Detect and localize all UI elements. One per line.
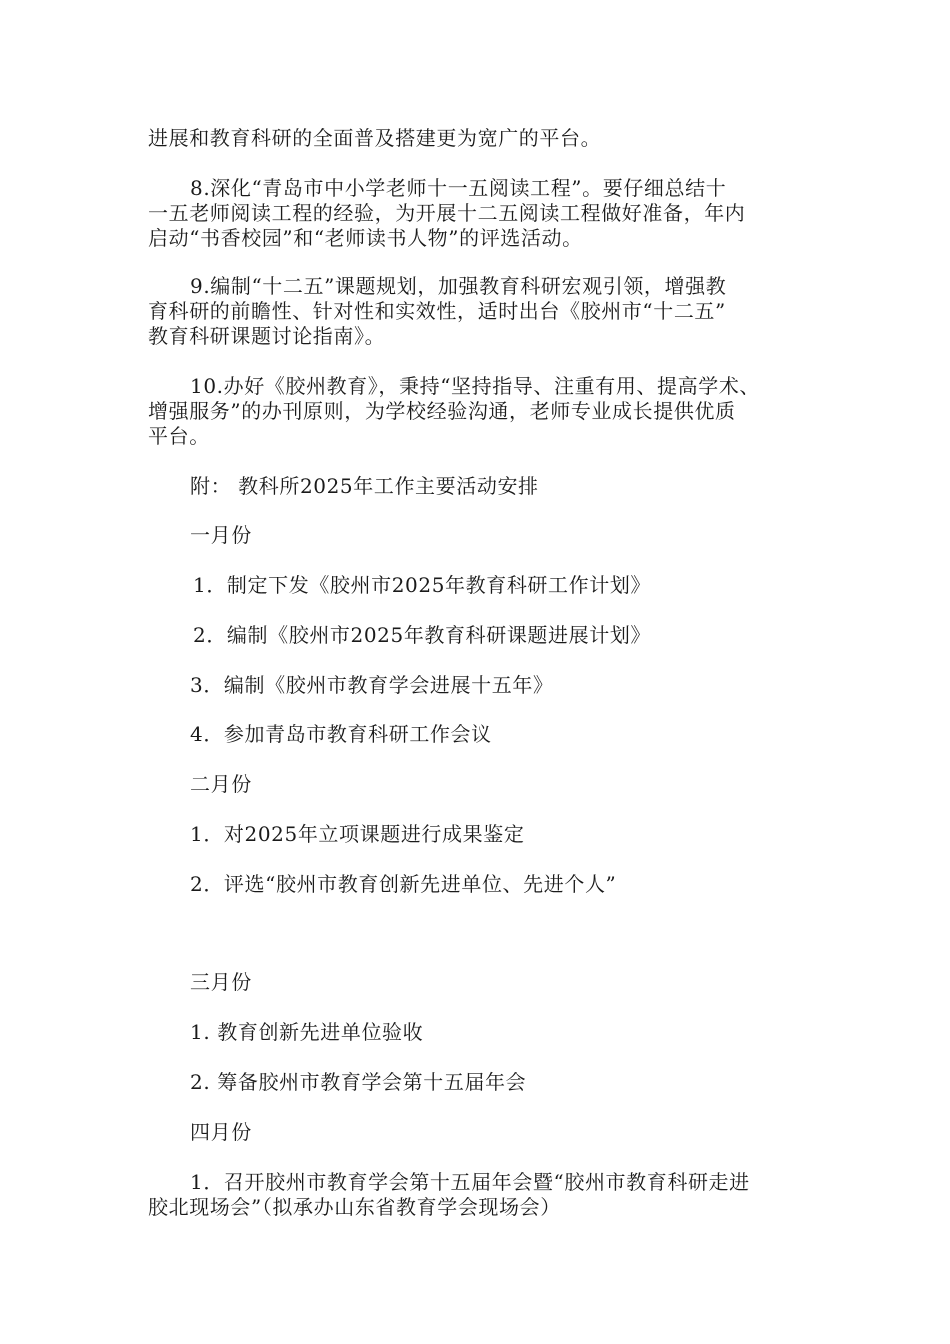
list-item: 2. 筹备胶州市教育学会第十五届年会 (190, 1070, 527, 1094)
list-item: 3．编制《胶州市教育学会进展十五年》 (190, 673, 554, 697)
paragraph-line: 9.编制“十二五”课题规划，加强教育科研宏观引领，增强教 (190, 274, 727, 298)
list-item: 1．对2025年立项课题进行成果鉴定 (190, 822, 525, 846)
list-item: 4．参加青岛市教育科研工作会议 (190, 722, 492, 746)
paragraph-line: 育科研的前瞻性、针对性和实效性，适时出台《胶州市“十二五” (148, 299, 726, 323)
paragraph-line: 10.办好《胶州教育》，秉持“坚持指导、注重有用、提高学术、 (190, 374, 761, 398)
paragraph-line: 一五老师阅读工程的经验，为开展十二五阅读工程做好准备，年内 (148, 201, 746, 225)
list-item: 1. 教育创新先进单位验收 (190, 1020, 424, 1044)
month-heading: 二月份 (190, 772, 252, 796)
list-item: 1．召开胶州市教育学会第十五届年会暨“胶州市教育科研走进 (190, 1170, 750, 1194)
list-item: 2．编制《胶州市2025年教育科研课题进展计划》 (193, 623, 652, 647)
paragraph-line: 8.深化“青岛市中小学老师十一五阅读工程”。要仔细总结十 (190, 176, 727, 200)
paragraph-line: 启动“书香校园”和“老师读书人物”的评选活动。 (148, 226, 583, 250)
list-item-continuation: 胶北现场会”（拟承办山东省教育学会现场会） (148, 1195, 561, 1219)
month-heading: 四月份 (190, 1120, 252, 1144)
appendix-title: 附： 教科所2025年工作主要活动安排 (190, 474, 539, 498)
list-item: 1．制定下发《胶州市2025年教育科研工作计划》 (193, 573, 652, 597)
paragraph-line: 平台。 (148, 424, 210, 448)
paragraph-line: 进展和教育科研的全面普及搭建更为宽广的平台。 (148, 126, 602, 150)
paragraph-line: 教育科研课题讨论指南》。 (148, 324, 386, 348)
month-heading: 三月份 (190, 970, 252, 994)
month-heading: 一月份 (190, 523, 252, 547)
list-item: 2．评选“胶州市教育创新先进单位、先进个人” (190, 872, 617, 896)
paragraph-line: 增强服务”的办刊原则，为学校经验沟通，老师专业成长提供优质 (148, 399, 736, 423)
